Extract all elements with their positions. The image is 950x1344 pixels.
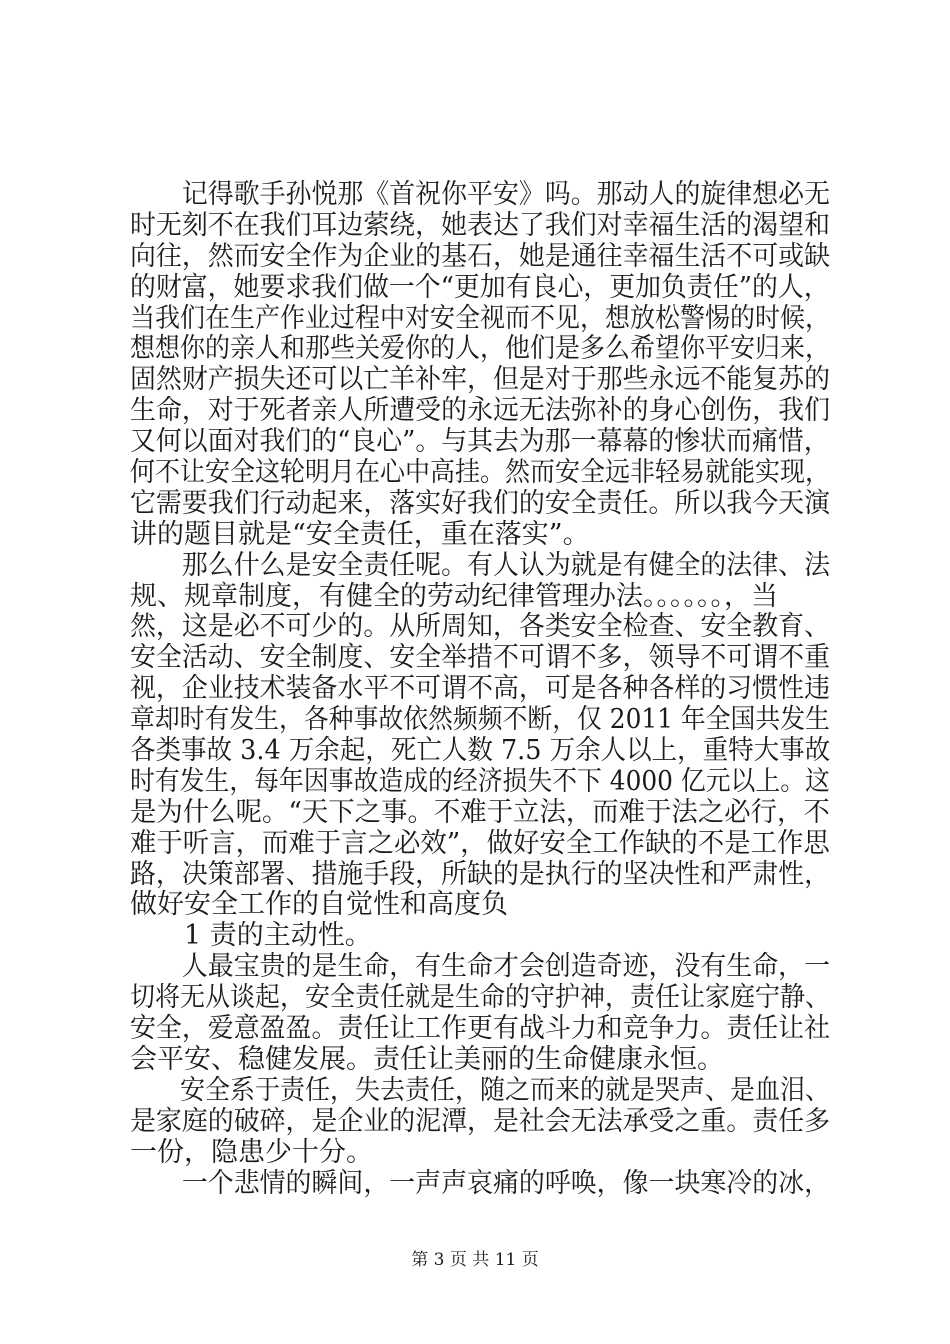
text-line: 会平安、稳健发展。责任让美丽的生命健康永恒。 [130,1043,724,1075]
text-line: 是为什么呢。“天下之事。不难于立法，而难于法之必行，不 [130,796,830,828]
text-line: 安全，爱意盈盈。责任让工作更有战斗力和竞争力。责任让社 [130,1013,830,1045]
text-line: 向往，然而安全作为企业的基石，她是通往幸福生活不可或缺 [130,240,830,272]
text-line: 一份，隐患少十分。 [130,1136,373,1168]
text-line: 安全活动、安全制度、安全举措不可谓不多，领导不可谓不重 [130,642,830,674]
text-line: 人最宝贵的是生命，有生命才会创造奇迹，没有生命，一 [130,951,830,983]
text-line: 当我们在生产作业过程中对安全视而不见，想放松警惕的时候， [130,302,830,334]
text-line: 安全系于责任，失去责任，随之而来的就是哭声、是血泪、 [130,1074,830,1106]
text-line: 那么什么是安全责任呢。有人认为就是有健全的法律、法 [130,549,830,581]
text-line: 的财富，她要求我们做一个“更加有良心，更加负责任”的人， [130,271,830,303]
body-text [130,180,830,1199]
text-line: 切将无从谈起，安全责任就是生命的守护神，责任让家庭宁静、 [130,982,830,1014]
text-line: 1 责的主动性。 [130,920,372,952]
text-line: 生命，对于死者亲人所遭受的永远无法弥补的身心创伤，我们 [130,395,830,427]
text-line: 视，企业技术装备水平不可谓不高，可是各种各样的习惯性违 [130,673,830,705]
text-line: 路，决策部署、措施手段，所缺的是执行的坚决性和严肃性， [130,858,830,890]
text-line: 时无刻不在我们耳边萦绕，她表达了我们对幸福生活的渴望和 [130,209,830,241]
text-line: 是家庭的破碎，是企业的泥潭，是社会无法承受之重。责任多 [130,1105,830,1137]
text-line: 想想你的亲人和那些关爱你的人，他们是多么希望你平安归来， [130,333,830,365]
text-line: 何不让安全这轮明月在心中高挂。然而安全远非轻易就能实现， [130,457,830,489]
text-line: 规、规章制度，有健全的劳动纪律管理办法。。。。。。，当 [130,580,778,612]
text-line: 它需要我们行动起来，落实好我们的安全责任。所以我今天演 [130,487,830,519]
text-line: 固然财产损失还可以亡羊补牢，但是对于那些永远不能复苏的 [130,364,830,396]
text-line: 一个悲情的瞬间，一声声哀痛的呼唤，像一块寒冷的冰， [130,1167,830,1199]
text-line: 又何以面对我们的“良心”。与其去为那一幕幕的惨状而痛惜， [130,426,830,458]
text-line: 各类事故 3.4 万余起，死亡人数 7.5 万余人以上，重特大事故 [130,735,831,767]
text-line: 时有发生，每年因事故造成的经济损失不下 4000 亿元以上。这 [130,765,830,797]
page-footer: 第 3 页 共 11 页 [411,1250,539,1270]
text-line: 章却时有发生，各种事故依然频频不断，仅 2011 年全国共发生 [130,704,830,736]
text-line: 记得歌手孙悦那《首祝你平安》吗。那动人的旋律想必无 [130,179,830,210]
text-line: 讲的题目就是“安全责任，重在落实”。 [130,518,590,550]
text-line: 做好安全工作的自觉性和高度负 [130,889,508,921]
text-line: 然，这是必不可少的。从所周知，各类安全检查、安全教育、 [130,611,830,643]
text-line: 难于听言，而难于言之必效”，做好安全工作缺的不是工作思 [130,827,830,859]
